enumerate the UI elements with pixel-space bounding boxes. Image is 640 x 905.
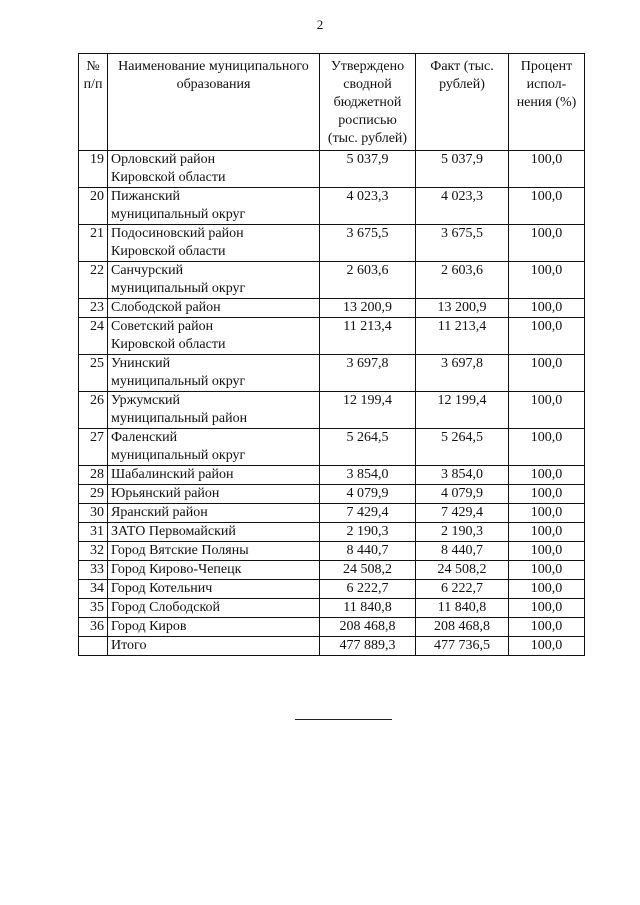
table-row [79, 392, 585, 429]
page-number: 2 [316, 17, 324, 32]
row-percent: 100,0 [509, 355, 585, 392]
municipality-name-line1: Орловский район [111, 152, 216, 167]
row-municipality [108, 429, 320, 466]
table-row [79, 561, 585, 580]
row-municipality [108, 599, 320, 618]
municipality-name-line2: Кировской области [111, 170, 226, 185]
row-percent: 100,0 [509, 523, 585, 542]
municipality-name-line1: Город Кирово-Чепецк [111, 562, 242, 577]
table-row [79, 225, 585, 262]
row-number: 34 [79, 580, 108, 599]
row-number: 31 [79, 523, 108, 542]
total-row [79, 637, 585, 656]
row-municipality [108, 523, 320, 542]
total-fact: 477 736,5 [416, 637, 509, 656]
table-header-row [79, 54, 585, 151]
row-percent: 100,0 [509, 392, 585, 429]
table-row [79, 299, 585, 318]
row-percent: 100,0 [509, 466, 585, 485]
row-approved: 7 429,4 [320, 504, 416, 523]
row-fact: 12 199,4 [416, 392, 509, 429]
row-fact: 3 697,8 [416, 355, 509, 392]
row-percent: 100,0 [509, 225, 585, 262]
row-municipality [108, 299, 320, 318]
row-percent: 100,0 [509, 599, 585, 618]
municipality-name-line1: Город Вятские Поляны [111, 543, 249, 558]
table-row [79, 618, 585, 637]
row-number: 33 [79, 561, 108, 580]
row-fact: 3 675,5 [416, 225, 509, 262]
row-number: 21 [79, 225, 108, 262]
municipality-name-line2: муниципальный округ [111, 281, 246, 296]
municipality-name-line1: Фаленский [111, 430, 178, 445]
municipality-name-line2: муниципальный округ [111, 448, 246, 463]
row-fact: 3 854,0 [416, 466, 509, 485]
row-number: 27 [79, 429, 108, 466]
header-number: № п/п [79, 54, 108, 151]
row-municipality [108, 504, 320, 523]
row-fact: 5 037,9 [416, 151, 509, 188]
municipality-name-line1: Пижанский [111, 189, 180, 204]
row-number: 24 [79, 318, 108, 355]
row-number: 20 [79, 188, 108, 225]
row-number: 28 [79, 466, 108, 485]
municipality-name-line2: муниципальный район [111, 411, 248, 426]
row-fact: 11 840,8 [416, 599, 509, 618]
municipality-name-line2: Кировской области [111, 244, 226, 259]
row-fact: 24 508,2 [416, 561, 509, 580]
total-percent: 100,0 [509, 637, 585, 656]
row-approved: 5 037,9 [320, 151, 416, 188]
municipality-name-line1: Уржумский [111, 393, 181, 408]
municipality-name-line1: Слободской район [111, 300, 221, 315]
row-fact: 2 190,3 [416, 523, 509, 542]
row-percent: 100,0 [509, 618, 585, 637]
municipality-name-line2: муниципальный округ [111, 207, 246, 222]
table-row [79, 429, 585, 466]
table-row [79, 262, 585, 299]
table-row [79, 188, 585, 225]
row-municipality [108, 466, 320, 485]
signature-line [295, 719, 392, 720]
row-number: 26 [79, 392, 108, 429]
header-approved: Утверждено сводной бюджетной росписью (тыс. рублей) [320, 54, 416, 151]
table-row [79, 523, 585, 542]
row-fact: 5 264,5 [416, 429, 509, 466]
header-municipality: Наименование муниципального образования [108, 54, 320, 151]
row-number: 23 [79, 299, 108, 318]
table-row [79, 599, 585, 618]
total-approved: 477 889,3 [320, 637, 416, 656]
table-row [79, 355, 585, 392]
header-percent: Процент испол-нения (%) [509, 54, 585, 151]
row-municipality [108, 262, 320, 299]
row-fact: 11 213,4 [416, 318, 509, 355]
row-approved: 4 079,9 [320, 485, 416, 504]
row-approved: 208 468,8 [320, 618, 416, 637]
row-municipality [108, 318, 320, 355]
table-row [79, 466, 585, 485]
table-row [79, 318, 585, 355]
row-fact: 4 023,3 [416, 188, 509, 225]
municipality-name-line1: Яранский район [111, 505, 208, 520]
row-fact: 8 440,7 [416, 542, 509, 561]
row-approved: 6 222,7 [320, 580, 416, 599]
row-approved: 24 508,2 [320, 561, 416, 580]
row-fact: 2 603,6 [416, 262, 509, 299]
table-row [79, 151, 585, 188]
row-percent: 100,0 [509, 188, 585, 225]
row-percent: 100,0 [509, 485, 585, 504]
row-percent: 100,0 [509, 318, 585, 355]
municipality-name-line1: Унинский [111, 356, 171, 371]
row-municipality [108, 542, 320, 561]
row-percent: 100,0 [509, 580, 585, 599]
row-percent: 100,0 [509, 504, 585, 523]
row-number: 19 [79, 151, 108, 188]
row-number: 30 [79, 504, 108, 523]
row-number: 35 [79, 599, 108, 618]
table-row [79, 504, 585, 523]
row-municipality [108, 392, 320, 429]
row-approved: 3 854,0 [320, 466, 416, 485]
municipality-name-line1: ЗАТО Первомайский [111, 524, 236, 539]
table-body [79, 151, 585, 637]
row-percent: 100,0 [509, 151, 585, 188]
table-row [79, 580, 585, 599]
header-fact: Факт (тыс. рублей) [416, 54, 509, 151]
row-municipality [108, 151, 320, 188]
row-number: 36 [79, 618, 108, 637]
municipality-name-line1: Шабалинский район [111, 467, 234, 482]
municipality-name-line1: Советский район [111, 319, 214, 334]
row-percent: 100,0 [509, 561, 585, 580]
total-number-cell [79, 637, 108, 656]
municipality-name-line1: Санчурский [111, 263, 184, 278]
municipality-name-line1: Юрьянский район [111, 486, 220, 501]
row-municipality [108, 355, 320, 392]
row-percent: 100,0 [509, 542, 585, 561]
municipality-name-line2: муниципальный округ [111, 374, 246, 389]
budget-execution-table [78, 53, 585, 656]
row-approved: 5 264,5 [320, 429, 416, 466]
row-percent: 100,0 [509, 262, 585, 299]
municipality-name-line1: Город Котельнич [111, 581, 213, 596]
row-number: 25 [79, 355, 108, 392]
table-row [79, 542, 585, 561]
row-fact: 13 200,9 [416, 299, 509, 318]
row-approved: 13 200,9 [320, 299, 416, 318]
row-approved: 11 213,4 [320, 318, 416, 355]
row-approved: 4 023,3 [320, 188, 416, 225]
row-municipality [108, 188, 320, 225]
row-approved: 11 840,8 [320, 599, 416, 618]
row-municipality [108, 561, 320, 580]
row-municipality [108, 485, 320, 504]
row-fact: 7 429,4 [416, 504, 509, 523]
municipality-name-line1: Город Слободской [111, 600, 221, 615]
row-municipality [108, 618, 320, 637]
row-approved: 8 440,7 [320, 542, 416, 561]
row-municipality [108, 225, 320, 262]
row-fact: 6 222,7 [416, 580, 509, 599]
municipality-name-line1: Город Киров [111, 619, 187, 634]
row-percent: 100,0 [509, 299, 585, 318]
row-approved: 2 603,6 [320, 262, 416, 299]
row-approved: 3 697,8 [320, 355, 416, 392]
row-number: 32 [79, 542, 108, 561]
table-row [79, 485, 585, 504]
row-approved: 2 190,3 [320, 523, 416, 542]
row-municipality [108, 580, 320, 599]
municipality-name-line2: Кировской области [111, 337, 226, 352]
row-fact: 4 079,9 [416, 485, 509, 504]
row-number: 22 [79, 262, 108, 299]
row-approved: 3 675,5 [320, 225, 416, 262]
row-number: 29 [79, 485, 108, 504]
total-label: Итого [108, 637, 320, 656]
municipality-name-line1: Подосиновский район [111, 226, 244, 241]
row-percent: 100,0 [509, 429, 585, 466]
row-fact: 208 468,8 [416, 618, 509, 637]
row-approved: 12 199,4 [320, 392, 416, 429]
